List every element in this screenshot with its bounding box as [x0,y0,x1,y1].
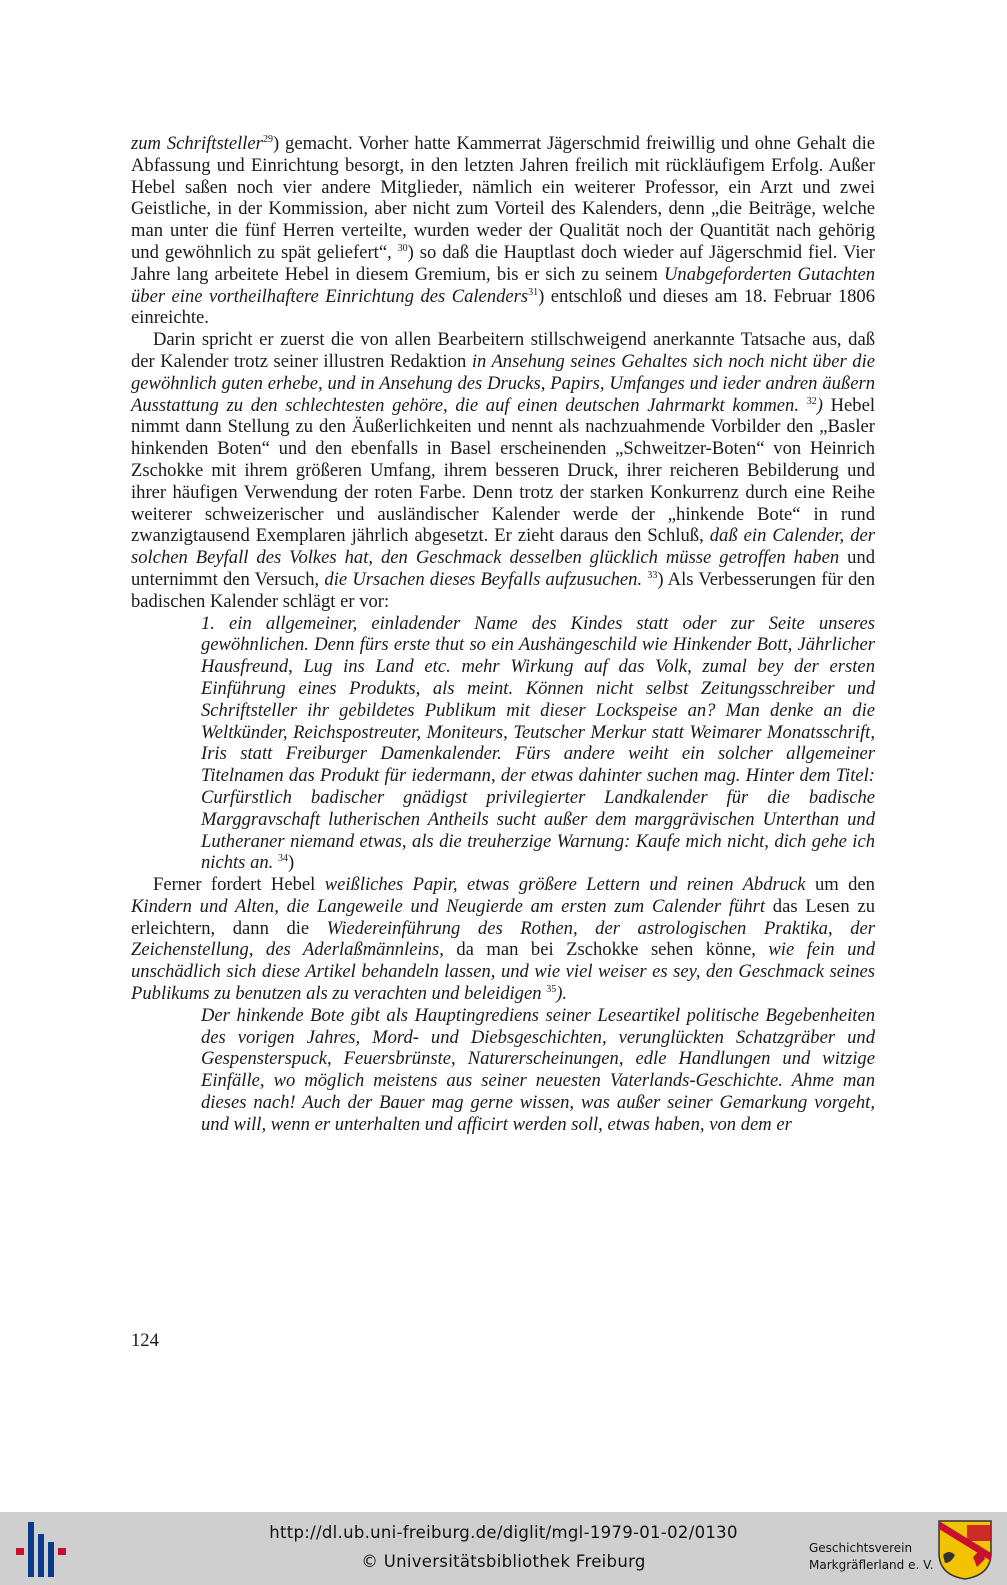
text-run: Darin spricht er zuerst die von allen Bearbeitern stillschweigend anerkannte Tatsache aus, daß der Kalender trotz seiner illustren Redaktion [131,329,875,372]
text-run: ) so daß die Hauptlast doch wieder auf Jägerschmid fiel. Vier Jahre lang arbeitete Hebel in diesem Gremium, bis er sich zu seinem [131,241,875,285]
italic-text: ). [556,983,568,1005]
italic-text: Kindern und Alten, die Langeweile und Neugierde am ersten zum Calender führt [131,895,766,917]
footnote-ref: 32 [806,395,817,407]
society-name-line1: Geschichtsverein [809,1541,913,1555]
text-run: und unternimmt den Versuch, [131,547,876,590]
society-name-line2: Markgräflerland e. V. [809,1558,934,1572]
italic-text: 1. ein allgemeiner, einladender Name des Kindes statt oder zur Seite unseres gewöhnlichen. Denn fürs erste thut so ein Aushängeschild wie Hinkender Bott, Jährlicher Hausfreund, Lug ins Land etc. mehr Wirkung auf das Volk, zumal bey der ersten Einführung eines Produkts, als meint. Können nicht selbst Zeitungsschreiber und Schriftsteller ihr gebildetes Publikum mit dieser Lockspeise an? Man denke an die Weltkünder, Reichspostreuter, Moniteurs, Teutscher Merkur statt Weimarer Monatsschrift, Iris statt Freiburger Damenkalender. Fürs andere weiht ein solcher allgemeiner Titelnamen das Produkt für iedermann, der etwas dahinter suchen mag. Hinter dem Titel: Curfürstlich badischer gnädigst privilegierter Landkalender für die badische Marggravschaft lutherischen Antheils sucht außer dem marggrävischen Unterthan und Lutheraner niemand etwas, als die treuherzige Warnung: Kaufe mich nicht, dich gehe ich nichts an. [201,612,875,874]
text-run: ) gemacht. Vorher hatte Kammerrat Jägerschmid freiwillig und ohne Gehalt die Abfassung und Einrichtung besorgt, in den letzten Jahren freilich mit rückläufigem Erfolg. Außer Hebel saßen noch vier andere Mitglieder, nämlich ein weiterer Professor, ein Arzt und zwei Geistliche, in der Kommission, aber nicht zum Vorteil des Kalenders, denn „die Beiträge, welche man unter die fünf Herren verteilte, wurden weder der Qualität noch der Quantität nach gehörig und gewöhnlich zu spät geliefert“, [131,133,875,263]
italic-text: die Ursachen dieses Beyfalls aufzusuchen. [324,568,643,590]
footnote-ref: 33 [647,569,658,581]
paragraph [131,329,875,612]
body-text [131,133,875,1136]
paragraph [131,874,875,1005]
italic-text: in Ansehung seines Gehaltes sich noch nicht über die gewöhnlich guten erhebe, und in Ansehung des Drucks, Papirs, Umfanges und ieder andren äußern Ausstattung zu den schlechtesten gehöre, die auf einen deutschen Jahrmarkt kommen. [131,350,875,416]
block-quote [201,613,875,875]
italic-text: ) [816,394,823,416]
coat-of-arms-icon[interactable] [937,1519,993,1581]
document-url-link[interactable]: http://dl.ub.uni-freiburg.de/diglit/mgl-1979-01-02/0130 [269,1523,738,1542]
page-number: 124 [131,1330,159,1351]
text-run: um den [805,874,875,896]
copyright-notice: © Universitätsbibliothek Freiburg [361,1552,646,1571]
footnote-ref: 29 [262,133,273,145]
footnote-ref: 34 [277,853,288,865]
text-run: Ferner fordert Hebel [153,874,325,896]
text-run: Hebel nimmt dann Stellung zu den Äußerlichkeiten und nennt als nachzuahmende Vorbilder den „Basler hinkenden Boten“ und den ebenfalls in Basel erscheinenden „Schweitzer-Boten“ von Heinrich Zschokke mit ihrem größeren Umfang, ihrem besseren Druck, ihrer reicheren Bebilderung und ihrer häufigen Verwendung der roten Farbe. Denn trotz der starken Konkurrenz durch eine Reihe weiterer schweizerischer und ausländischer Kalender werde der „hinkende Bote“ in rund zwanzigtausend Exemplaren jährlich abgesetzt. Er zieht daraus den Schluß, [131,394,875,547]
footnote-ref: 30 [397,242,408,254]
viewer-footer [0,1512,1007,1585]
footnote-ref: 35 [546,983,557,995]
text-run: ) entschloß und dieses am 18. Februar 1806 einreichte. [131,285,876,329]
society-name [809,1540,934,1574]
paragraph [131,133,875,329]
italic-text: daß ein Calender, der solchen Beyfall des Volkes hat, den Geschmack desselben glücklich müsse getroffen haben [131,525,875,569]
block-quote [201,1005,875,1136]
footnote-ref: 31 [528,286,539,298]
text-run: ) [287,852,295,874]
italic-text: Wiedereinführung des Rothen, der astrologischen Praktika, der Zeichenstellung, des Aderlaßmännleins, [131,917,875,961]
italic-text: Unabgeforderten Gutachten über eine vortheilhaftere Einrichtung des Calenders [131,263,875,307]
text-run: da man bei Zschokke sehen könne, [443,939,769,961]
italic-text: zum Schriftsteller [131,133,263,154]
italic-text: wie fein und unschädlich sich diese Artikel behandeln lassen, und wie viel weiser es sey, den Geschmack seines Publikums zu benutzen als zu verachten und beleidigen [131,939,875,1005]
italic-text: weißliches Papir, etwas größere Lettern und reinen Abdruck [324,874,806,896]
text-run [799,395,807,416]
italic-text: Der hinkende Bote gibt als Hauptingrediens seiner Leseartikel politische Begebenheiten des vorigen Jahres, Mord- und Diebsgeschichten, verunglückten Schatzgräber und Gespensterspuck, Feuersbrünste, Naturerscheinungen, edle Handlungen und witzige Einfälle, wo möglich meistens aus seiner neuesten Vaterlands-Geschichte. Ahme man dieses nach! Auch der Bauer mag gerne wissen, was außer seiner Gemarkung vorgeht, und will, wenn er unterhalten und afficirt werden soll, etwas haben, von dem er [201,1004,875,1135]
text-run: ) Als Verbesserungen für den badischen Kalender schlägt er vor: [131,568,875,612]
text-run: das Lesen zu erleichtern, dann die [131,895,875,939]
